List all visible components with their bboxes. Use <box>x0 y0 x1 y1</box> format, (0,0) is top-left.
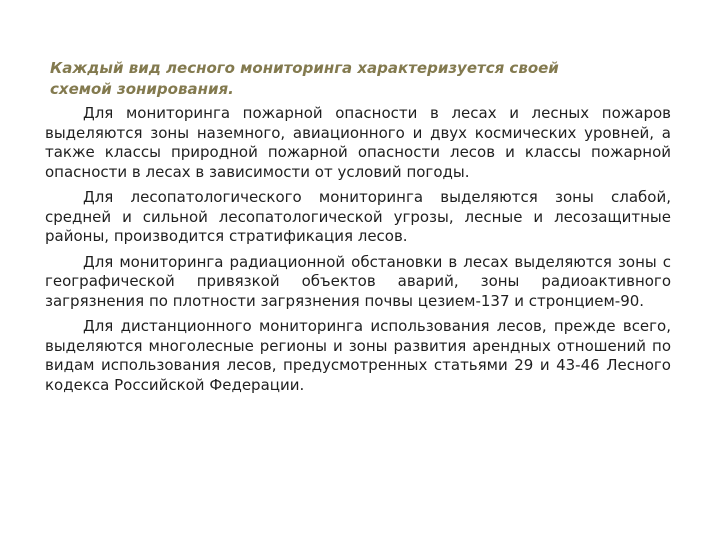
heading-line-1: Каждый вид лесного мониторинга характеризуется своей <box>50 59 559 77</box>
body-text <box>45 104 671 401</box>
heading-line-2: схемой зонирования. <box>50 80 234 98</box>
paragraph-radiation: Для мониторинга радиационной обстановки в лесах выделяются зоны с географической привязкой объектов аварий, зоны радиоактивного загрязнения по плотности загрязнения почвы цезием-137 и стронцием-90. <box>45 252 671 310</box>
paragraph-forest-pathology: Для лесопатологического мониторинга выделяются зоны слабой, средней и сильной лесопатологической угрозы, лесные и лесозащитные районы, производится стратификация лесов. <box>45 188 671 245</box>
paragraph-remote-monitoring: Для дистанционного мониторинга использования лесов, прежде всего, выделяются многолесные регионы и зоны развития арендных отношений по видам использования лесов, предусмотренных статьями 29 и 43-46 Лесного кодекса Российской Федерации. <box>45 317 671 394</box>
paragraph-fire-monitoring: Для мониторинга пожарной опасности в лесах и лесных пожаров выделяются зоны наземного, авиационного и двух космических уровней, а также классы природной пожарной опасности лесов и классы пожарной опасности в лесах в зависимости от условий погоды. <box>45 104 671 181</box>
slide-heading <box>50 58 690 100</box>
